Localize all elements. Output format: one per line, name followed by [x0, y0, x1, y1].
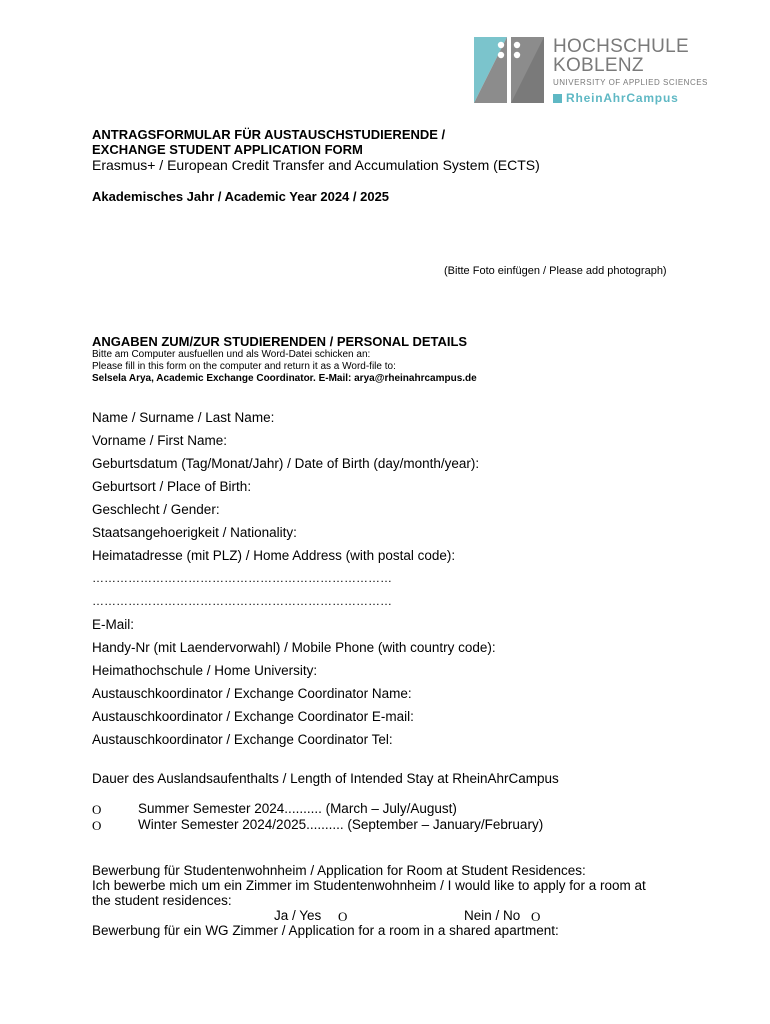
field-home-university: Heimathochschule / Home University: — [92, 663, 318, 678]
logo-line-3: UNIVERSITY OF APPLIED SCIENCES — [553, 78, 708, 87]
title-german: ANTRAGSFORMULAR FÜR AUSTAUSCHSTUDIERENDE / — [92, 127, 446, 142]
field-address-line-2: ………………………………………………………………… — [92, 594, 392, 608]
summer-semester-label: Summer Semester 2024.......... (March – July/August) — [138, 801, 457, 816]
field-nationality: Staatsangehoerigkeit / Nationality: — [92, 525, 297, 540]
photo-note: (Bitte Foto einfügen / Please add photograph) — [444, 265, 667, 277]
shared-apartment-heading: Bewerbung für ein WG Zimmer / Application for a room in a shared apartment: — [92, 923, 559, 938]
field-coordinator-email: Austauschkoordinator / Exchange Coordinator E-mail: — [92, 709, 414, 724]
field-mobile-phone: Handy-Nr (mit Laendervorwahl) / Mobile Phone (with country code): — [92, 640, 496, 655]
field-place-of-birth: Geburtsort / Place of Birth: — [92, 479, 252, 494]
field-first-name: Vorname / First Name: — [92, 433, 228, 448]
summer-semester-radio[interactable]: O — [92, 802, 102, 817]
academic-year: Akademisches Jahr / Academic Year 2024 / 2025 — [92, 189, 390, 204]
field-gender: Geschlecht / Gender: — [92, 502, 220, 517]
field-coordinator-tel: Austauschkoordinator / Exchange Coordinator Tel: — [92, 732, 393, 747]
logo-campus-text: RheinAhrCampus — [566, 91, 679, 105]
instructions-german: Bitte am Computer ausfuellen und als Word-Datei schicken an: — [92, 349, 371, 360]
field-coordinator-name: Austauschkoordinator / Exchange Coordinator Name: — [92, 686, 412, 701]
residence-application-text-cont: the student residences: — [92, 893, 232, 908]
stay-heading: Dauer des Auslandsaufenthalts / Length of Intended Stay at RheinAhrCampus — [92, 771, 559, 786]
personal-details-heading: ANGABEN ZUM/ZUR STUDIERENDEN / PERSONAL DETAILS — [92, 334, 468, 349]
field-address-line-1: ………………………………………………………………… — [92, 571, 392, 585]
campus-square-icon — [553, 94, 562, 103]
winter-semester-label: Winter Semester 2024/2025.......... (September – January/February) — [138, 817, 544, 832]
logo-line-1: HOCHSCHULE — [553, 36, 690, 57]
logo-campus — [553, 91, 679, 105]
coordinator-contact: Selsela Arya, Academic Exchange Coordinator. E-Mail: arya@rheinahrcampus.de — [92, 373, 477, 384]
field-email: E-Mail: — [92, 617, 135, 632]
residence-no-label: Nein / No — [464, 908, 521, 923]
residence-no-radio[interactable]: O — [531, 909, 541, 924]
field-date-of-birth: Geburtsdatum (Tag/Monat/Jahr) / Date of Birth (day/month/year): — [92, 456, 480, 471]
field-last-name: Name / Surname / Last Name: — [92, 410, 275, 425]
logo-line-2: KOBLENZ — [553, 55, 644, 76]
residence-application-heading: Bewerbung für Studentenwohnheim / Application for Room at Student Residences: — [92, 863, 586, 878]
winter-semester-radio[interactable]: O — [92, 818, 102, 833]
residence-yes-label: Ja / Yes — [274, 908, 322, 923]
field-home-address: Heimatadresse (mit PLZ) / Home Address (with postal code): — [92, 548, 456, 563]
instructions-english: Please fill in this form on the computer and return it as a Word-file to: — [92, 361, 396, 372]
hochschule-logo-mark-icon — [474, 37, 544, 104]
residence-yes-radio[interactable]: O — [338, 909, 348, 924]
residence-application-text: Ich bewerbe mich um ein Zimmer im Studentenwohnheim / I would like to apply for a room at — [92, 878, 646, 893]
subtitle: Erasmus+ / European Credit Transfer and Accumulation System (ECTS) — [92, 157, 540, 173]
title-english: EXCHANGE STUDENT APPLICATION FORM — [92, 142, 363, 157]
